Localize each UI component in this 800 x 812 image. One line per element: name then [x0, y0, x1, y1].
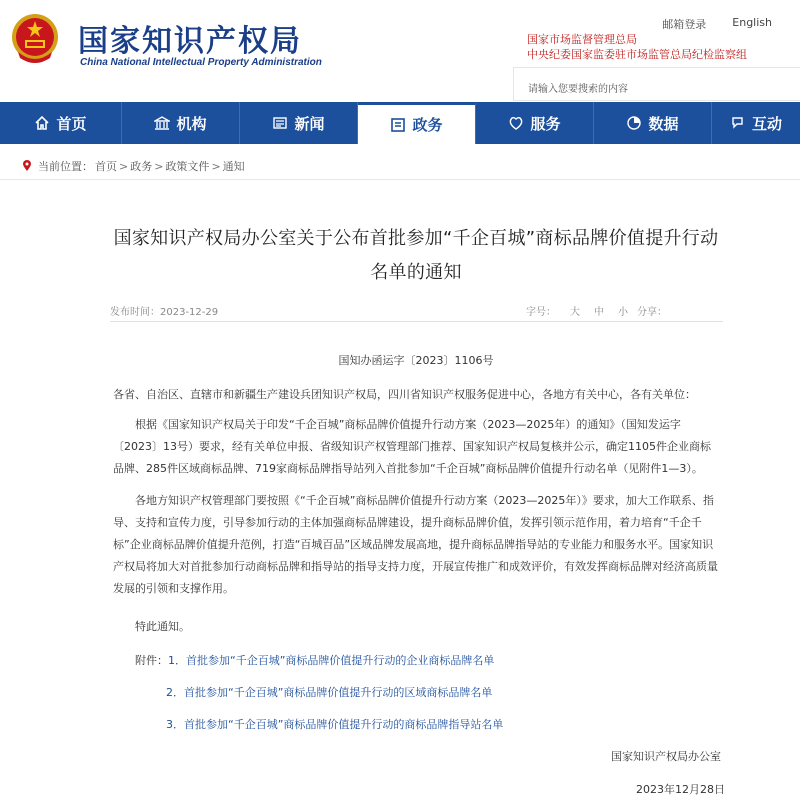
affiliated-orgs [527, 32, 747, 62]
article-meta [110, 303, 723, 318]
breadcrumb-separator: > [211, 159, 221, 173]
nav-item-interaction[interactable] [712, 102, 800, 144]
nav-item-service[interactable] [476, 102, 594, 144]
main-nav [0, 102, 800, 144]
attachment-2-link[interactable]: 2．首批参加“千企百城”商标品牌价值提升行动的区域商标品牌名单 [166, 686, 493, 699]
document-number: 国知办函运字〔2023〕1106号 [338, 354, 494, 367]
breadcrumb [22, 158, 245, 174]
site-header [0, 0, 800, 102]
font-size-large[interactable]: 大 [570, 307, 580, 318]
closing-remark: 特此通知。 [135, 620, 190, 633]
top-links [662, 16, 772, 32]
national-emblem-icon[interactable] [10, 12, 60, 66]
samr-link[interactable]: 国家市场监督管理总局 [527, 33, 637, 46]
attachment-1-link[interactable]: 1．首批参加“千企百城”商标品牌价值提升行动的企业商标品牌名单 [168, 654, 495, 667]
site-logo-subtitle: China National Intellectual Property Administration [80, 57, 322, 68]
breadcrumb-separator: > [119, 159, 129, 173]
font-size-label: 字号： [526, 307, 556, 318]
site-logo-title[interactable]: 国家知识产权局 [78, 24, 302, 59]
font-size-medium[interactable]: 中 [594, 307, 604, 318]
search-input[interactable]: 请输入您要搜索的内容 [513, 67, 800, 101]
nav-label-government: 政务 [412, 116, 443, 134]
publish-date: 发布时间：2023-12-29 [110, 307, 219, 318]
location-icon [22, 160, 32, 172]
article-title-line1: 国家知识产权局办公室关于公布首批参加“千企百城”商标品牌价值提升行动 [113, 228, 719, 249]
breadcrumb-prefix: 当前位置： [38, 160, 93, 173]
english-link[interactable]: English [732, 16, 772, 29]
breadcrumb-item-notice[interactable]: 通知 [222, 160, 245, 173]
signature: 国家知识产权局办公室 [611, 750, 721, 763]
font-size-small[interactable]: 小 [618, 307, 628, 318]
paragraph-1: 根据《国家知识产权局关于印发“千企百城”商标品牌价值提升行动方案（2023—2025年）的通知》（国知发运字〔2023〕13号）要求，经有关单位申报、省级知识产权管理部门推荐、国家知识产权局复核并公示，确定1105件企业商标品牌、285件区域商标品牌、719家商标品牌指导站列入首批参加“千企百城”商标品牌价值提升行动名单（见附件1—3）。 [113, 418, 711, 475]
article-title-line2: 名单的通知 [370, 262, 462, 283]
nav-item-news[interactable] [240, 102, 358, 144]
breadcrumb-separator: > [154, 159, 164, 173]
home-icon [34, 115, 50, 131]
meta-divider [110, 321, 723, 322]
nav-label-service: 服务 [530, 114, 561, 133]
salutation: 各省、自治区、直辖市和新疆生产建设兵团知识产权局，四川省知识产权服务促进中心，各地方有关中心，各有关单位： [113, 388, 696, 401]
signature-date: 2023年12月28日 [636, 783, 725, 796]
paragraph-2: 各地方知识产权管理部门要按照《“千企百城”商标品牌价值提升行动方案（2023—2025年）》要求，加大工作联系、指导、支持和宣传力度，引导参加行动的主体加强商标品牌建设，提升商标品牌价值，发挥引领示范作用，着力培育“千企千标”企业商标品牌价值提升范例，打造“百城百品”区域品牌发展高地，提升商标品牌指导站的专业能力和服务水平。国家知识产权局将加大对首批参加行动商标品牌和指导站的指导支持力度，开展宣传推广和成效评价，有效发挥商标品牌对经济高质量发展的引领和支撑作用。 [113, 494, 718, 595]
discipline-group-link[interactable]: 中央纪委国家监委驻市场监管总局纪检监察组 [527, 48, 747, 61]
nav-item-data[interactable] [594, 102, 712, 144]
interaction-icon [730, 115, 746, 131]
attachment-1[interactable] [135, 652, 494, 668]
nav-item-government[interactable] [358, 102, 476, 144]
data-icon [626, 115, 642, 131]
share-label[interactable]: 分享： [637, 307, 667, 318]
breadcrumb-item-home[interactable]: 首页 [95, 160, 117, 173]
email-login-link[interactable]: 邮箱登录 [662, 18, 707, 31]
article-title [100, 222, 732, 290]
nav-label-news: 新闻 [294, 114, 325, 133]
news-icon [272, 115, 288, 131]
attachment-label: 附件： [135, 654, 168, 667]
nav-item-institution[interactable] [122, 102, 240, 144]
nav-label-home: 首页 [56, 114, 87, 133]
font-size-switcher [526, 303, 628, 318]
nav-item-home[interactable] [0, 102, 122, 144]
service-icon [508, 115, 524, 131]
nav-label-interaction: 互动 [751, 114, 782, 133]
breadcrumb-item-policy-docs[interactable]: 政策文件 [165, 160, 210, 173]
attachment-3-link[interactable]: 3．首批参加“千企百城”商标品牌价值提升行动的商标品牌指导站名单 [166, 718, 504, 731]
nav-label-data: 数据 [648, 114, 679, 133]
breadcrumb-item-government[interactable]: 政务 [130, 160, 153, 173]
institution-icon [154, 115, 170, 131]
nav-label-institution: 机构 [176, 114, 207, 133]
government-icon [390, 117, 406, 133]
